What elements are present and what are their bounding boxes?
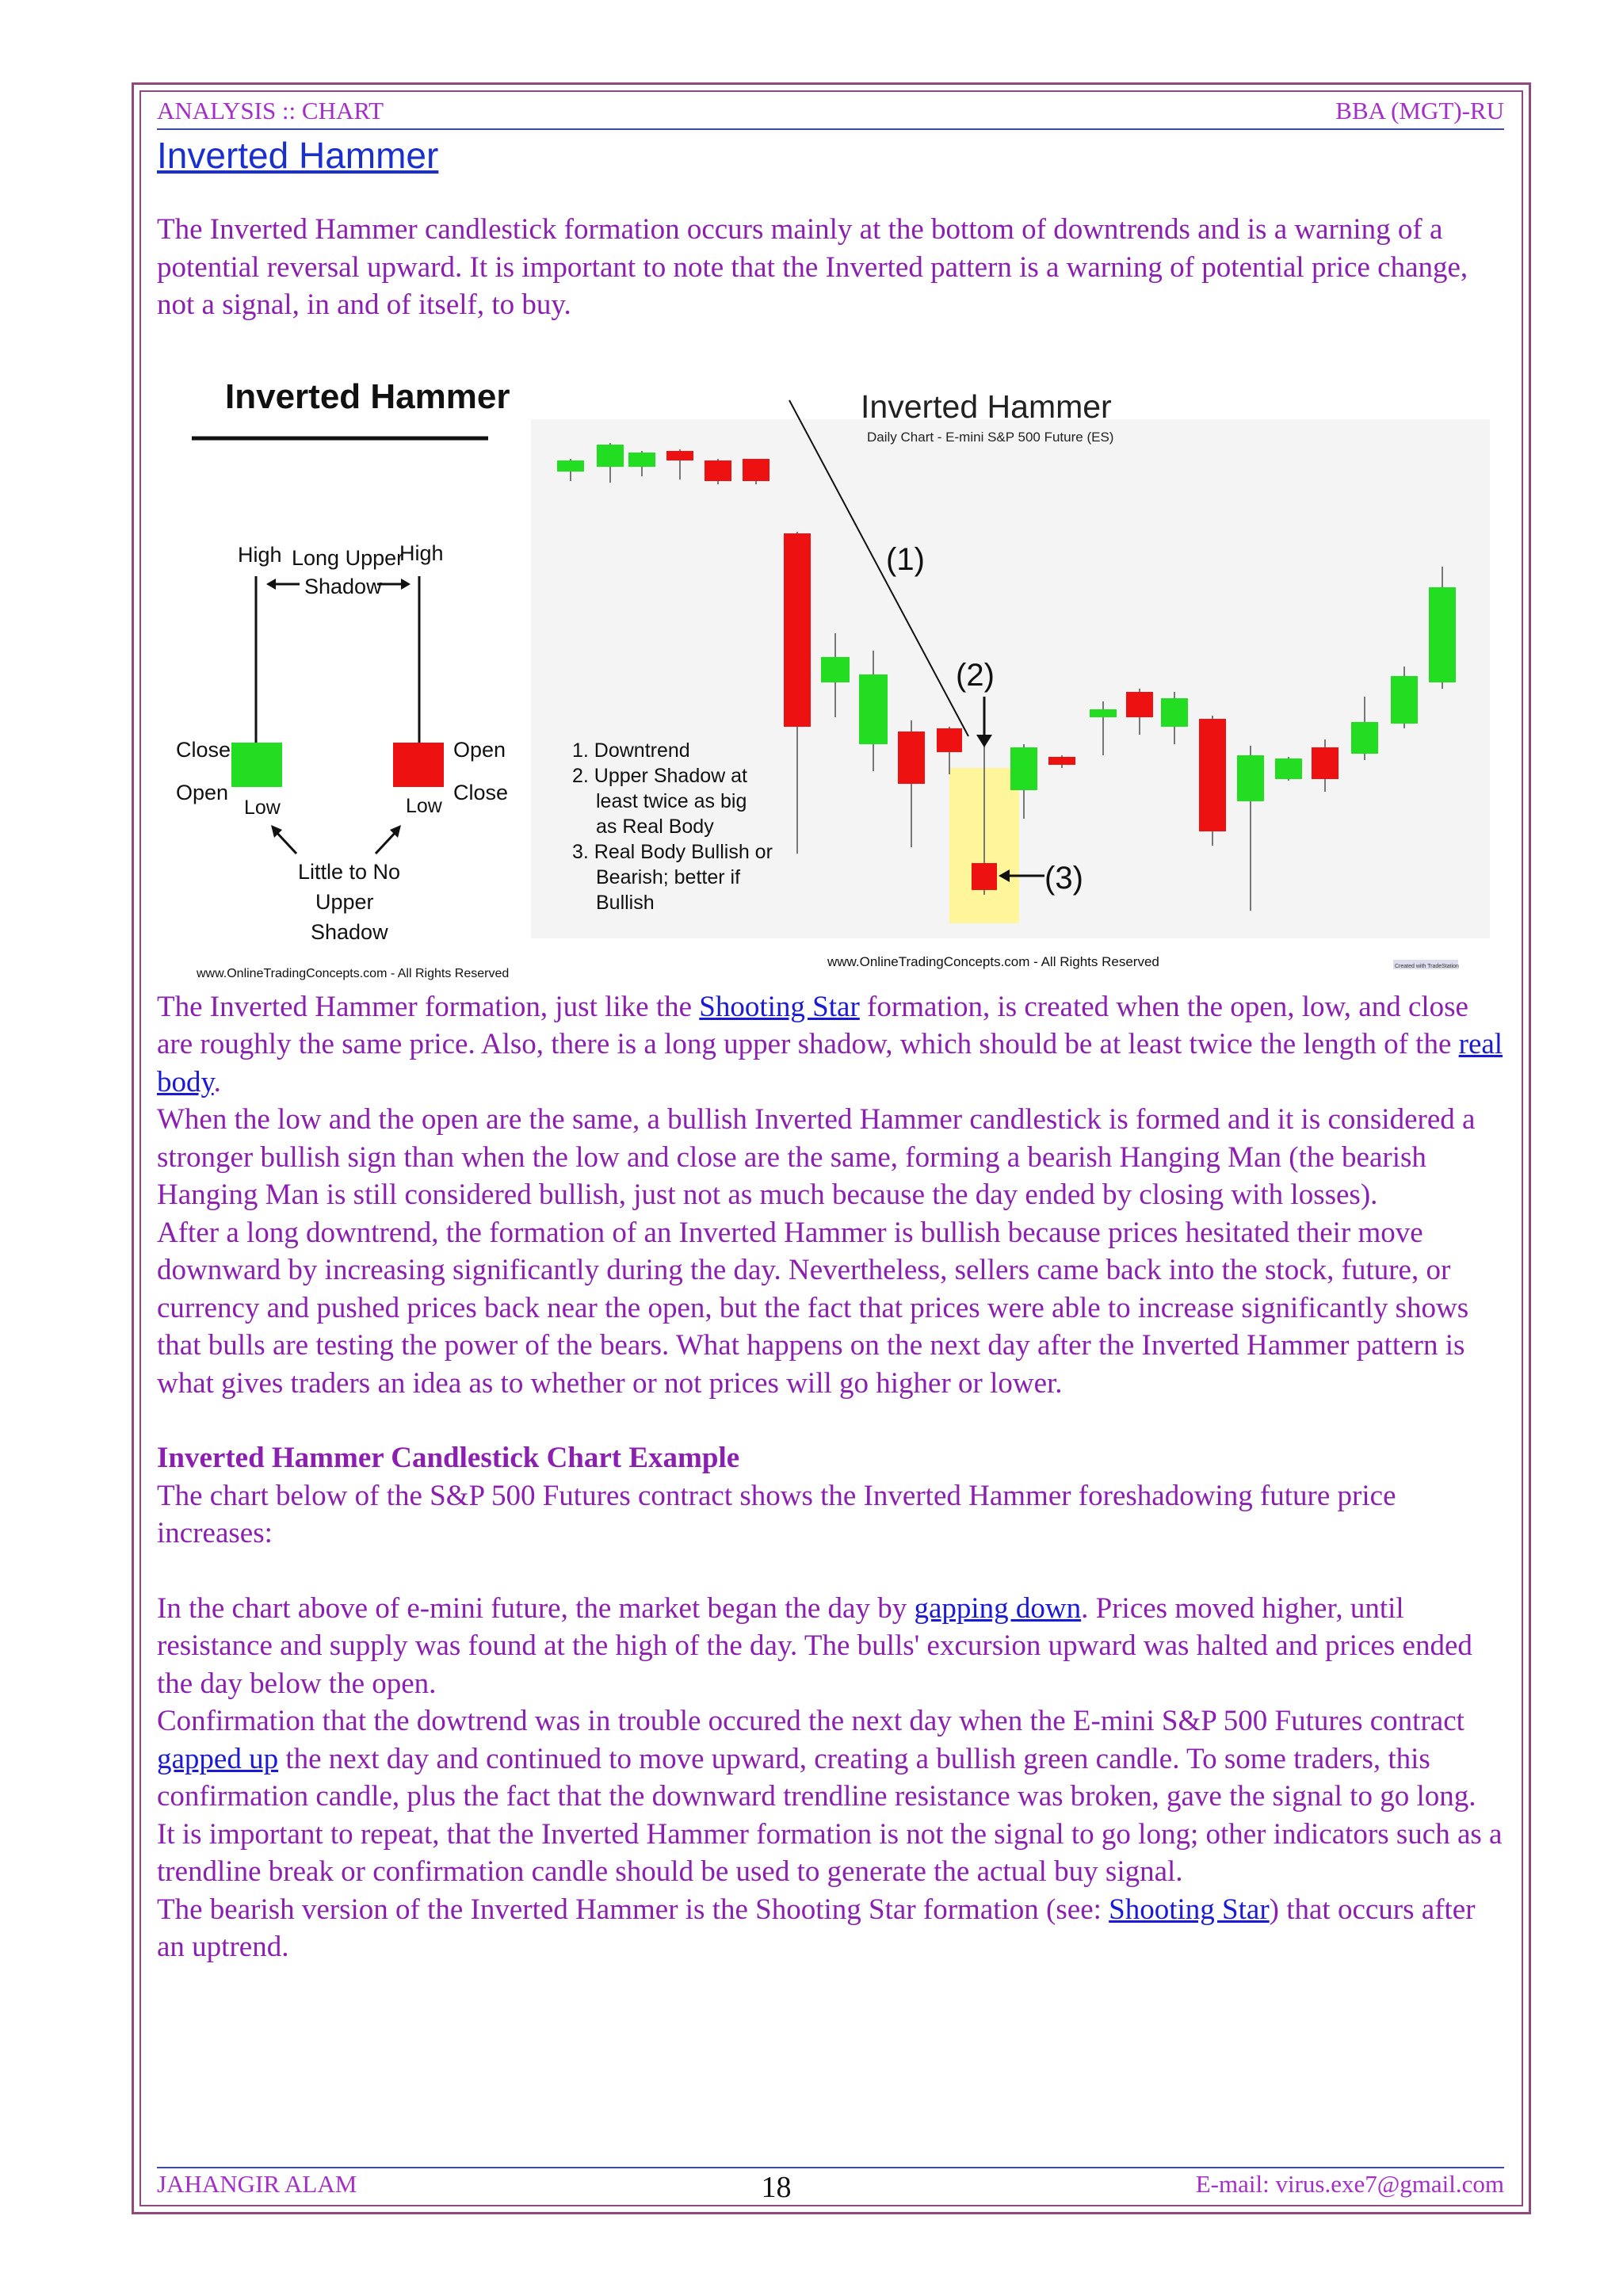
candle-body-17: [1199, 719, 1226, 831]
candle-body-14: [1090, 709, 1117, 717]
right-credit: www.OnlineTradingConcepts.com - All Rights Reserved: [827, 953, 1159, 969]
candle-body-7: [821, 657, 850, 682]
legend-line-5: 3. Real Body Bullish or: [572, 840, 773, 863]
candle-body-15: [1126, 692, 1153, 717]
candle-body-11: [972, 863, 997, 890]
p6-text-a: Confirmation that the dowtrend was in trouble occured the next day when the E-mini S&P 500 Futures contract: [157, 1705, 1465, 1737]
open-right-label: Open: [453, 737, 506, 762]
right-chart: [531, 388, 1490, 969]
close-right-label: Close: [453, 780, 509, 804]
open-left-label: Open: [176, 780, 229, 804]
p8-text-a: The bearish version of the Inverted Hammer is the Shooting Star formation (see:: [157, 1893, 1109, 1926]
candle-body-9: [898, 732, 925, 784]
running-footer: [157, 2167, 1504, 2205]
legend-line-2: 2. Upper Shadow at: [572, 764, 747, 787]
p6-text-b: the next day and continued to move upward, creating a bullish green candle. To some traders, this confirmation candle, plus the fact that the downward trendline resistance was broken, gave the signal to go long.: [157, 1742, 1476, 1813]
p8-text-b: ) that occurs after an uptrend.: [157, 1893, 1476, 1963]
candle-body-13: [1048, 757, 1075, 765]
shooting-star-link-2[interactable]: Shooting Star: [1109, 1893, 1270, 1926]
paragraph-gapping: [157, 1590, 1504, 1703]
p1-text-a: The Inverted Hammer formation, just like the: [157, 990, 700, 1023]
low-right-label: Low: [406, 794, 442, 817]
paragraph-confirmation: [157, 1702, 1504, 1816]
candle-body-19: [1275, 758, 1302, 779]
header-left: ANALYSIS :: CHART: [157, 97, 384, 124]
intro-paragraph: The Inverted Hammer candlestick formation occurs mainly at the bottom of downtrends and is a warning of a potential reversal upward. It is important to note that the Inverted pattern is a warning of potential price change, not a signal, in and of itself, to buy.: [157, 213, 1468, 321]
chart-subheading: Daily Chart - E-mini S&P 500 Future (ES): [867, 429, 1114, 445]
candle-body-4: [705, 460, 731, 481]
legend-line-7: Bullish: [596, 891, 655, 914]
candle-body-2: [628, 453, 655, 467]
candle-body-16: [1161, 698, 1188, 727]
legend-line-4: as Real Body: [596, 815, 714, 838]
candle-body-23: [1429, 587, 1456, 682]
section-subheading: Inverted Hammer Candlestick Chart Example: [157, 1442, 740, 1474]
header-right: BBA (MGT)-RU: [1335, 97, 1504, 124]
paragraph-downtrend: After a long downtrend, the formation of an Inverted Hammer is bullish because prices hesitated their move downward by increasing significantly during the day. Nevertheless, sellers came back into the stock, future, or currency and pushed prices back near the open, but the fact that prices were able to increase significantly shows that bulls are testing the power of the bears. What happens on the next day after the Inverted Hammer pattern is what gives traders an idea as to whether or not prices will go higher or lower.: [157, 1216, 1469, 1400]
legend-line-6: Bearish; better if: [596, 865, 741, 888]
candle-body-1: [597, 445, 624, 467]
legend-line-1: 1. Downtrend: [572, 739, 690, 762]
bullish-candle-body: [231, 743, 282, 787]
candle-body-22: [1391, 676, 1418, 724]
arrow-left-icon: [266, 579, 276, 590]
little-label-3: Shadow: [311, 919, 388, 944]
arrow-right-icon: [401, 579, 411, 590]
high-left-label: High: [238, 542, 282, 567]
p1-text-b: formation, is created when the open, low, and close are roughly the same price. Also, there is a long upper shadow, which should be at least twice the length of the: [157, 990, 1468, 1060]
marker-3: (3): [1044, 860, 1083, 896]
gapping-down-link[interactable]: gapping down: [914, 1591, 1082, 1625]
candle-body-21: [1351, 722, 1378, 754]
paragraph-repeat: It is important to repeat, that the Inverted Hammer formation is not the signal to go long; other indicators such as a trendline break or confirmation candle should be used to generate the actual buy signal.: [157, 1817, 1503, 1888]
real-body-link[interactable]: real body: [157, 1028, 1503, 1098]
candle-body-0: [557, 460, 584, 472]
legend-line-3: least twice as big: [596, 789, 747, 812]
page-title: Inverted Hammer: [157, 135, 439, 176]
candle-body-6: [784, 533, 811, 727]
paragraph-formation: [157, 988, 1504, 1102]
left-diagram: [176, 377, 510, 980]
inverted-hammer-figure: [157, 340, 1504, 980]
low-left-label: Low: [244, 796, 281, 819]
bearish-candle-body: [393, 743, 444, 787]
high-right-label: High: [399, 541, 444, 565]
page-content: [157, 97, 1504, 1966]
candle-body-18: [1237, 755, 1264, 801]
gapped-up-link[interactable]: gapped up: [157, 1742, 279, 1775]
upper-shadow-label-2: Shadow: [304, 574, 382, 598]
p5-text-a: In the chart above of e-mini future, the market began the day by: [157, 1591, 915, 1625]
footer-author: JAHANGIR ALAM: [157, 2170, 357, 2198]
candle-body-10: [937, 728, 962, 752]
p1-text-c: .: [213, 1065, 221, 1098]
candle-body-20: [1312, 747, 1338, 779]
little-label-2: Upper: [315, 889, 374, 914]
candle-body-12: [1010, 747, 1037, 790]
paragraph-chart-intro: The chart below of the S&P 500 Futures contract shows the Inverted Hammer foreshadowing future price increases:: [157, 1479, 1396, 1549]
candle-body-8: [859, 674, 888, 744]
paragraph-bullish: When the low and the open are the same, a bullish Inverted Hammer candlestick is formed and it is considered a stronger bullish sign than when the low and close are the same, forming a bearish Hanging Man (the bearish Hanging Man is still considered bullish, just not as much because the day ended by closing with losses).: [157, 1103, 1476, 1211]
footer-email: E-mail: virus.exe7@gmail.com: [1195, 2170, 1504, 2198]
page-number: 18: [761, 2171, 792, 2204]
candle-body-3: [666, 451, 693, 460]
marker-2: (2): [956, 657, 995, 693]
shooting-star-link[interactable]: Shooting Star: [699, 990, 860, 1023]
left-heading: Inverted Hammer: [225, 376, 510, 416]
p5-text-b: . Prices moved higher, until resistance and supply was found at the high of the day. The bulls' excursion upward was halted and prices ended the day below the open.: [157, 1591, 1472, 1700]
close-left-label: Close: [176, 737, 231, 762]
little-label-1: Little to No: [298, 859, 401, 884]
figure-svg: [157, 340, 1504, 980]
marker-1: (1): [886, 541, 925, 577]
candle-body-5: [743, 459, 769, 481]
upper-shadow-label-1: Long Upper: [292, 545, 404, 570]
chart-heading: Inverted Hammer: [861, 388, 1112, 425]
paragraph-bearish: [157, 1891, 1504, 1966]
running-header: [157, 97, 1504, 130]
tradestation-tag-text: Created with TradeStation: [1395, 963, 1459, 969]
left-credit: www.OnlineTradingConcepts.com - All Rights Reserved: [197, 966, 510, 980]
